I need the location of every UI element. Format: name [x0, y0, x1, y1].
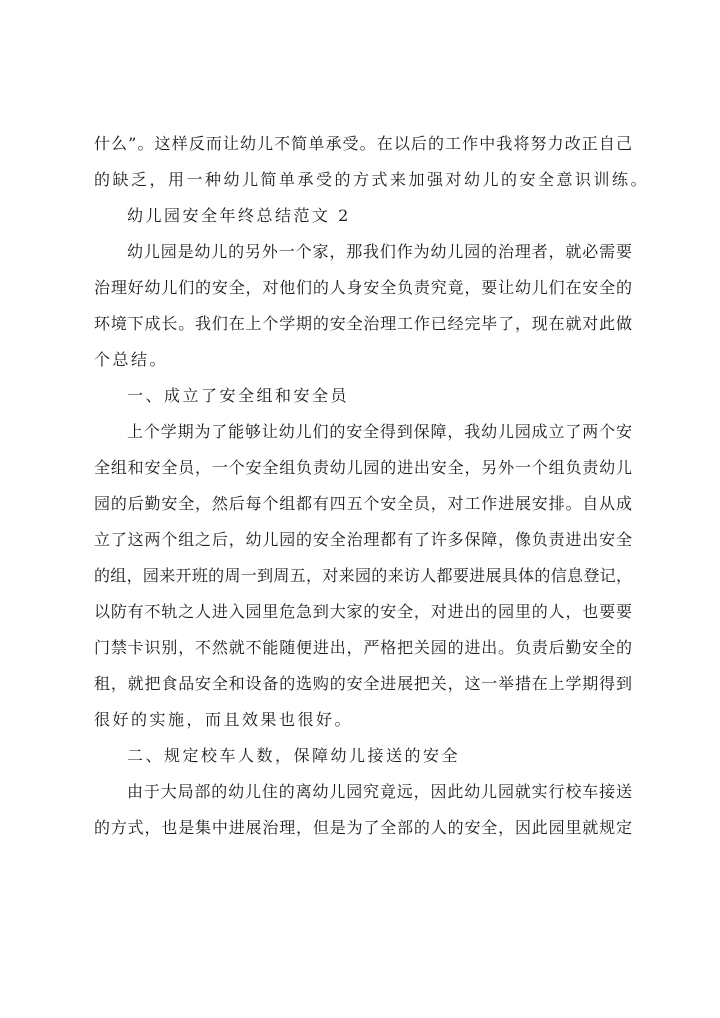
section-heading-3: 二、规定校车人数，保障幼儿接送的安全 — [127, 746, 461, 765]
paragraph-line-7: 上个学期为了能够让幼儿们的安全得到保障，我幼儿园成立了两个安 — [127, 422, 632, 441]
section-heading-1: 幼儿园安全年终总结范文 2 — [127, 206, 351, 225]
paragraph-line-10: 立了这两个组之后，幼儿园的安全治理都有了许多保障，像负责进出安全 — [94, 530, 632, 549]
paragraph-line-12: 以防有不轨之人进入园里危急到大家的安全，对进出的园里的人，也要要 — [94, 602, 632, 621]
document-page — [94, 126, 650, 846]
paragraph-line-4: 治理好幼儿们的安全，对他们的人身安全负责究竟，要让幼儿们在安全的 — [94, 278, 632, 297]
paragraph-line-16: 由于大局部的幼儿住的离幼儿园究竟远，因此幼儿园就实行校车接送 — [127, 782, 632, 801]
paragraph-line-9: 园的后勤安全，然后每个组都有四五个安全员，对工作进展安排。自从成 — [94, 494, 632, 513]
paragraph-line-6: 个总结。 — [94, 350, 169, 369]
paragraph-line-14: 租，就把食品安全和设备的选购的安全进展把关，这一举措在上学期得到 — [94, 674, 632, 693]
section-heading-2: 一、成立了安全组和安全员 — [127, 386, 350, 405]
paragraph-line-15: 很好的实施，而且效果也很好。 — [94, 710, 354, 729]
paragraph-line-2: 的缺乏，用一种幼儿简单承受的方式来加强对幼儿的安全意识训练。 — [94, 170, 650, 189]
paragraph-line-1: 什么”。这样反而让幼儿不简单承受。在以后的工作中我将努力改正自己 — [94, 134, 632, 153]
paragraph-line-3: 幼儿园是幼儿的另外一个家，那我们作为幼儿园的治理者，就必需要 — [127, 242, 632, 261]
paragraph-line-11: 的组，园来开班的周一到周五，对来园的来访人都要进展具体的信息登记， — [94, 566, 632, 585]
paragraph-line-8: 全组和安全员，一个安全组负责幼儿园的进出安全，另外一个组负责幼儿 — [94, 458, 632, 477]
paragraph-line-13: 门禁卡识别，不然就不能随便进出，严格把关园的进出。负责后勤安全的 — [94, 638, 632, 657]
paragraph-line-5: 环境下成长。我们在上个学期的安全治理工作已经完毕了，现在就对此做 — [94, 314, 632, 333]
paragraph-line-17: 的方式，也是集中进展治理，但是为了全部的人的安全，因此园里就规定 — [94, 818, 632, 837]
